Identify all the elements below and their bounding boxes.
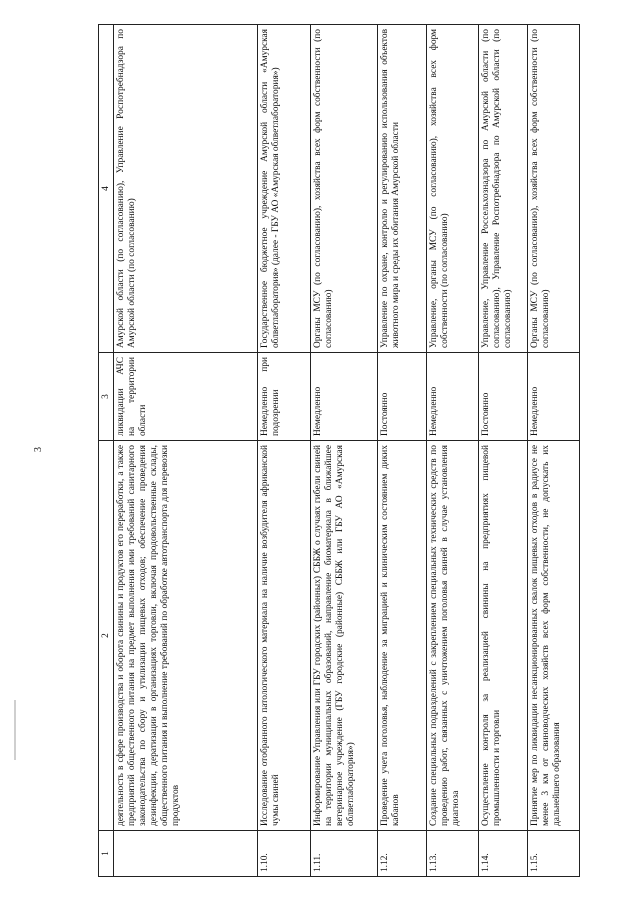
- table-row: [479, 25, 528, 877]
- row-number: 1.15.: [528, 831, 580, 877]
- row-number: 1.11.: [311, 831, 378, 877]
- row-measure: Информирование Управления или ГБУ городских (районных) СББЖ о случаях гибели свиней на территории муниципальных образований, направление биоматериала в ближайшее ветеринарное учреждение (ГБУ городские (районные) СББЖ или ГБУ АО «Амурская облветлаборатория»): [311, 441, 378, 831]
- table-header-row: [99, 25, 114, 877]
- header-col-3: 3: [99, 353, 114, 441]
- row-number: [114, 831, 258, 877]
- row-term: Немедленно при подозрении: [258, 353, 311, 441]
- row-number: 1.13.: [427, 831, 479, 877]
- measures-table: [98, 24, 580, 877]
- row-number: 1.10.: [258, 831, 311, 877]
- table-row: [528, 25, 580, 877]
- row-executor: Амурской области (по согласованию), Управление Роспотребнадзора по Амурской области (по согласованию): [114, 25, 258, 353]
- row-measure: деятельность в сфере производства и оборота свинины и продуктов его переработки, а также предприятий общественного питания на предмет выполнения ими требований санитарного законодательства по сбору и утилизации пищевых отходов; обеспечение проведения дезинфекции, дератизации в организациях торговли, включая продовольственные склады, общественного питания и выполнение требований по обработке автотранспорта для перевозки продуктов: [114, 441, 258, 831]
- row-executor: Органы МСУ (по согласованию), хозяйства всех форм собственности (по согласованию): [528, 25, 580, 353]
- header-col-2: 2: [99, 441, 114, 831]
- row-executor: Управление, органы МСУ (по согласованию), хозяйства всех форм собственности (по согласованию): [427, 25, 479, 353]
- row-term: Постоянно: [378, 353, 427, 441]
- row-measure: Исследование отобранного патологического материала на наличие возбудителя африканской чумы свиней: [258, 441, 311, 831]
- table-row: [311, 25, 378, 877]
- row-term: Постоянно: [479, 353, 528, 441]
- row-measure: Проведение учета поголовья, наблюдение за миграцией и клиническим состоянием диких кабанов: [378, 441, 427, 831]
- row-term: ликвидации АЧС на территории области: [114, 353, 258, 441]
- row-executor: Управление, Управление Россельхознадзора по Амурской области (по согласованию), Управление Роспотребнадзора по Амурской области (по согласованию): [479, 25, 528, 353]
- table-row: [427, 25, 479, 877]
- row-number: 1.12.: [378, 831, 427, 877]
- row-measure: Принятие мер по ликвидации несанкционированных свалок пищевых отходов в радиусе не менее 3 км от свиноводческих хозяйств всех форм собственности, не допускать их дальнейшего образования: [528, 441, 580, 831]
- row-executor: Государственное бюджетное учреждение Амурской области «Амурская облветлаборатория» (далее - ГБУ АО «Амурская облветлаборатория»): [258, 25, 311, 353]
- row-executor: Органы МСУ (по согласованию), хозяйства всех форм собственности (по согласованию): [311, 25, 378, 353]
- row-executor: Управление по охране, контролю и регулированию использования объектов животного мира и среды их обитания Амурской области: [378, 25, 427, 353]
- page-number: 3: [33, 447, 44, 452]
- header-col-1: 1: [99, 831, 114, 877]
- scan-edge-mark: [14, 700, 16, 760]
- table-row: [114, 25, 258, 877]
- header-col-4: 4: [99, 25, 114, 353]
- rotated-page-content: [98, 25, 562, 877]
- row-term: Немедленно: [528, 353, 580, 441]
- table-row: [258, 25, 311, 877]
- row-term: Немедленно: [311, 353, 378, 441]
- row-measure: Осуществление контроля за реализацией свинины на предприятиях пищевой промышленности и торговли: [479, 441, 528, 831]
- row-measure: Создание специальных подразделений с закреплением специальных технических средств по проведению работ, связанных с уничтожением поголовья свиней в случае установления диагноза: [427, 441, 479, 831]
- table-row: [378, 25, 427, 877]
- row-term: Немедленно: [427, 353, 479, 441]
- row-number: 1.14.: [479, 831, 528, 877]
